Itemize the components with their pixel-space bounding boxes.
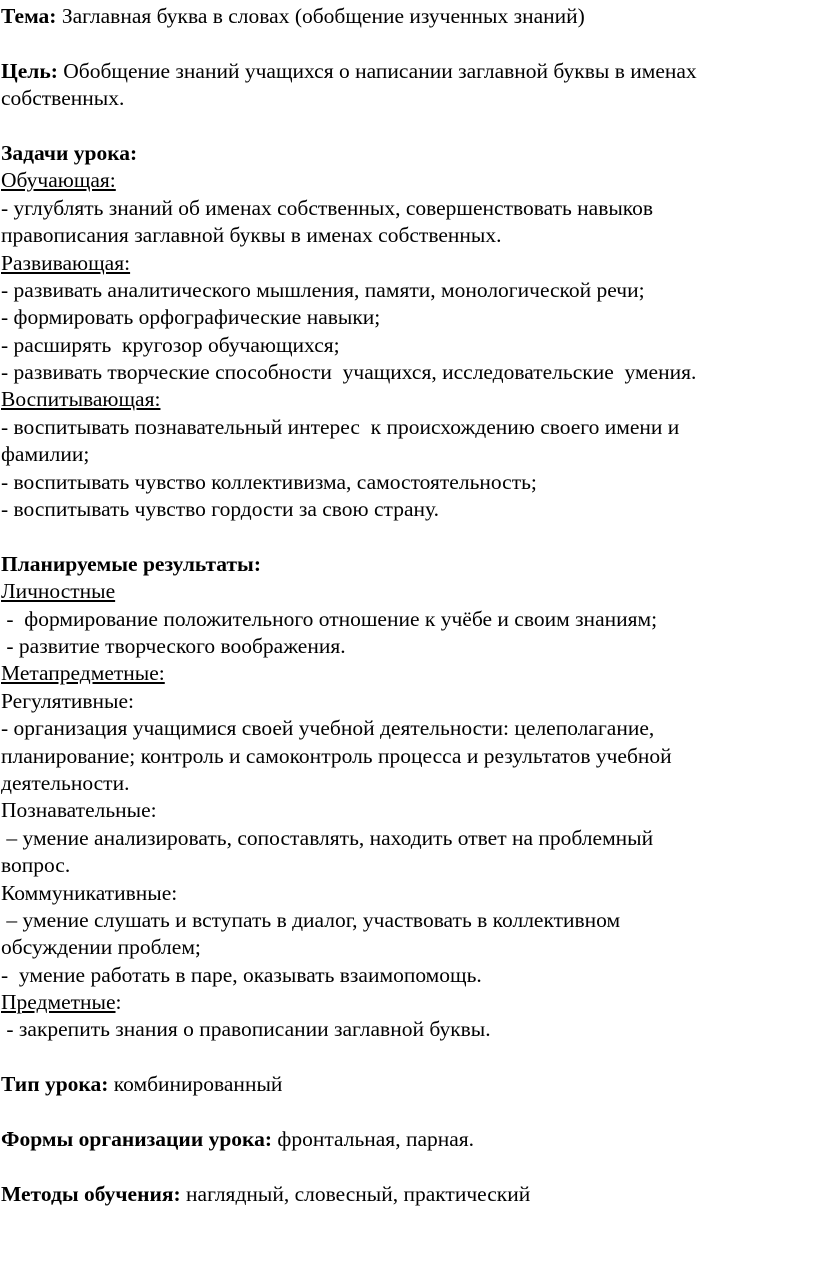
- lesson-type-label: Тип урока:: [1, 1072, 109, 1097]
- tasks-educating-line: фамилии;: [1, 442, 90, 467]
- results-personal-line: - развитие творческого воображения.: [1, 633, 346, 658]
- tasks-educating-line: - воспитывать чувство коллективизма, самостоятельность;: [1, 469, 537, 494]
- tasks-teaching-line: - углублять знаний об именах собственных, совершенствовать навыков: [1, 195, 654, 220]
- tasks-heading: Задачи урока:: [1, 140, 138, 165]
- results-subject-label: Предметные: [1, 990, 116, 1015]
- results-regulatory-label: Регулятивные:: [1, 688, 134, 713]
- methods-label: Методы обучения:: [1, 1181, 181, 1206]
- forms-line: [1, 1126, 816, 1153]
- results-communicative-line: – умение слушать и вступать в диалог, участвовать в коллективном: [1, 907, 621, 932]
- results-cognitive-line: вопрос.: [1, 853, 71, 878]
- forms-label: Формы организации урока:: [1, 1127, 273, 1152]
- results-personal-line: - формирование положительного отношение к учёбе и своим знаниям;: [1, 606, 658, 631]
- spacer: [0, 1099, 816, 1126]
- spacer: [0, 1044, 816, 1071]
- tasks-teaching-label: Обучающая:: [1, 168, 116, 193]
- results-heading: Планируемые результаты:: [1, 551, 262, 576]
- tasks-developing-line: - расширять кругозор обучающихся;: [1, 332, 340, 357]
- lesson-plan-document: [0, 3, 816, 1208]
- tasks-educating-label: Воспитывающая:: [1, 387, 161, 412]
- results-regulatory-line: - организация учащимися своей учебной деятельности: целеполагание,: [1, 716, 655, 741]
- results-metasubject-label: Метапредметные:: [1, 661, 165, 686]
- spacer: [0, 113, 816, 140]
- goal-value: Обобщение знаний учащихся о написании заглавной буквы в именах: [57, 58, 697, 83]
- results-regulatory-line: деятельности.: [1, 770, 130, 795]
- tasks-developing-line: - развивать аналитического мышления, памяти, монологической речи;: [1, 277, 645, 302]
- methods-line: [1, 1181, 816, 1208]
- spacer: [0, 1153, 816, 1180]
- results-cognitive-label: Познавательные:: [1, 798, 157, 823]
- goal-label: Цель:: [1, 58, 58, 83]
- results-subject-suffix: :: [115, 990, 122, 1015]
- results-regulatory-line: планирование; контроль и самоконтроль процесса и результатов учебной: [1, 743, 672, 768]
- results-communicative-label: Коммуникативные:: [1, 880, 178, 905]
- tasks-educating-line: - воспитывать познавательный интерес к происхождению своего имени и: [1, 414, 680, 439]
- topic-value: Заглавная буква в словах (обобщение изученных знаний): [56, 4, 585, 28]
- spacer: [0, 30, 816, 57]
- results-communicative-line: - умение работать в паре, оказывать взаимопомощь.: [1, 962, 482, 987]
- tasks-developing-line: - формировать орфографические навыки;: [1, 305, 381, 330]
- tasks-developing-label: Развивающая:: [1, 250, 131, 275]
- results-communicative-line: обсуждении проблем;: [1, 935, 201, 960]
- results-personal-label: Личностные: [1, 579, 116, 604]
- methods-value: наглядный, словесный, практический: [180, 1181, 531, 1206]
- goal-line: [1, 58, 816, 85]
- lesson-type-value: комбинированный: [108, 1072, 283, 1097]
- results-cognitive-line: – умение анализировать, сопоставлять, находить ответ на проблемный: [1, 825, 654, 850]
- tasks-teaching-line: правописания заглавной буквы в именах собственных.: [1, 223, 502, 248]
- lesson-type-line: [1, 1071, 816, 1098]
- topic-label: Тема:: [1, 4, 57, 28]
- goal-value-continued: собственных.: [1, 86, 125, 111]
- tasks-educating-line: - воспитывать чувство гордости за свою страну.: [1, 497, 439, 522]
- forms-value: фронтальная, парная.: [272, 1127, 475, 1152]
- spacer: [0, 523, 816, 550]
- topic-line: [1, 3, 816, 30]
- results-subject-line: - закрепить знания о правописании заглавной буквы.: [1, 1017, 491, 1042]
- tasks-developing-line: - развивать творческие способности учащихся, исследовательские умения.: [1, 360, 697, 385]
